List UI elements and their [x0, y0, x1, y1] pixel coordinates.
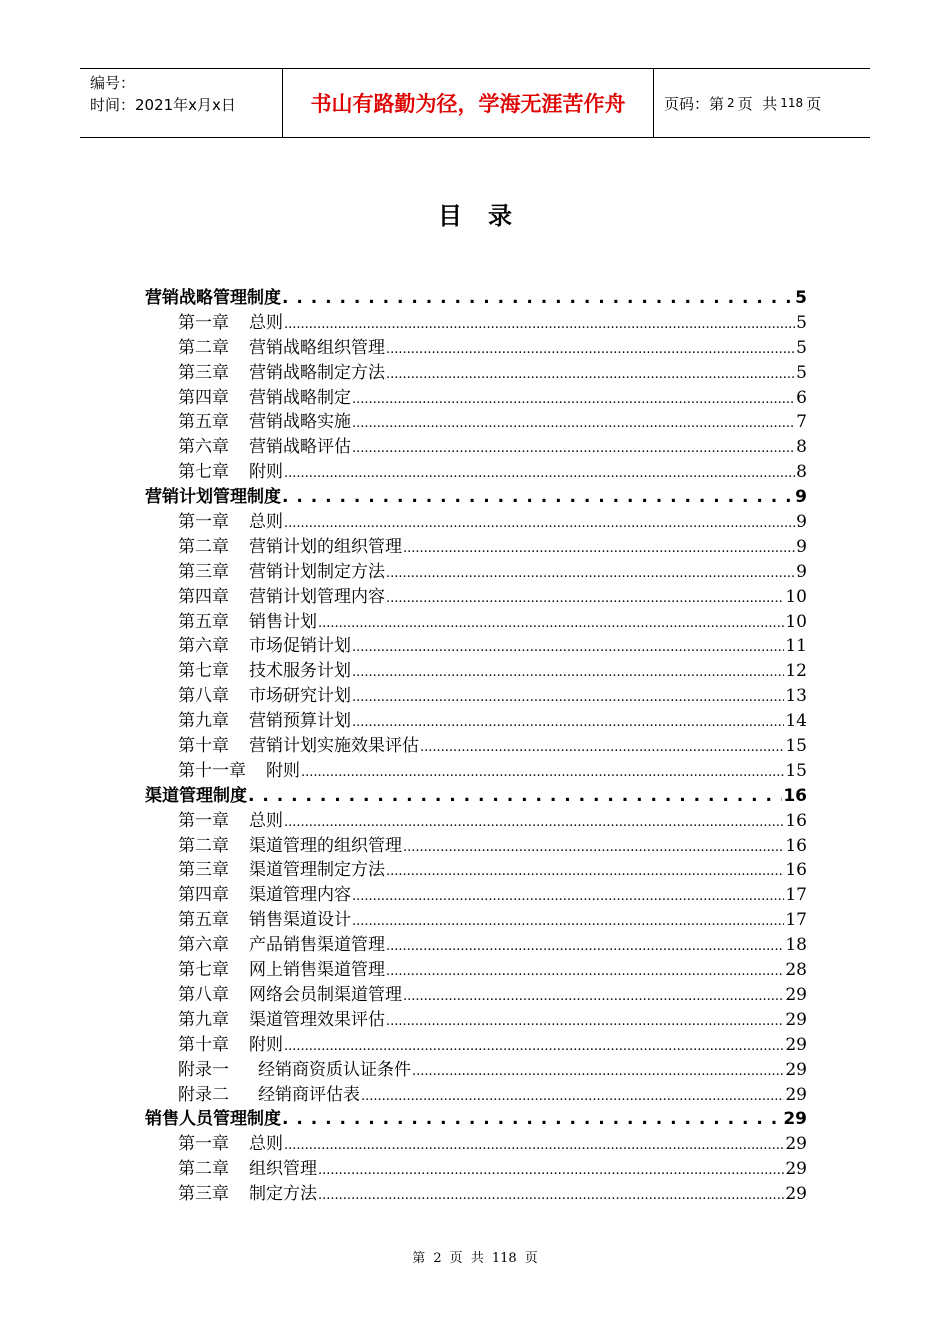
toc-leader-dots: [420, 734, 784, 761]
toc-chapter-number: 第一章: [178, 312, 229, 333]
toc-page-number: 17: [785, 885, 807, 906]
footer-total: 118: [491, 1251, 517, 1266]
toc-section-title: 销售人员管理制度: [145, 1109, 281, 1130]
toc-chapter[interactable]: [145, 809, 807, 834]
toc-chapter[interactable]: [145, 858, 807, 883]
toc-page-number: 5: [795, 288, 807, 308]
toc-entry-label: [178, 510, 283, 535]
toc-leader-dots: [386, 933, 784, 960]
toc-page-number: 10: [785, 586, 807, 607]
toc-chapter[interactable]: [145, 1008, 807, 1033]
page-total: 118: [780, 96, 804, 110]
toc-section-title: 营销计划管理制度: [145, 487, 281, 508]
toc-chapter-number: 第十章: [178, 736, 229, 757]
toc-leader-dots: [301, 759, 784, 786]
toc-page-number: 29: [785, 1134, 807, 1155]
toc-leader-dots: [352, 709, 784, 736]
toc-section[interactable]: [145, 485, 807, 510]
toc-page-number: 9: [796, 536, 807, 557]
toc-page-number: 10: [785, 611, 807, 632]
toc-chapter-number: 第三章: [178, 860, 229, 881]
toc-page-number: 5: [796, 312, 807, 333]
toc-page-number: 13: [785, 686, 807, 707]
toc-chapter[interactable]: [145, 460, 807, 485]
toc-chapter-title: 营销战略组织管理: [249, 337, 385, 358]
toc-entry-label: [178, 386, 351, 411]
toc-chapter-number: 第二章: [178, 536, 229, 557]
toc-leader-dots: [284, 510, 795, 537]
footer-page-number: 2: [433, 1251, 442, 1266]
toc-chapter-title: 营销计划实施效果评估: [249, 736, 419, 757]
toc-chapter[interactable]: [145, 336, 807, 361]
toc-chapter[interactable]: [145, 1058, 807, 1083]
toc-chapter[interactable]: [145, 361, 807, 386]
toc-chapter-title: 营销预算计划: [249, 711, 351, 732]
toc-entry-label: [178, 1182, 317, 1207]
toc-entry-label: [178, 734, 419, 759]
toc-entry-label: [178, 834, 402, 859]
document-header: [80, 68, 870, 138]
toc-leader-dots: [282, 485, 794, 510]
toc-chapter-number: 第九章: [178, 1009, 229, 1030]
toc-entry-label: [178, 659, 351, 684]
toc-leader-dots: [282, 286, 794, 311]
toc-chapter-title: 总则: [249, 810, 283, 831]
toc-entry-label: [178, 435, 351, 460]
toc-chapter-title: 市场促销计划: [249, 636, 351, 657]
toc-chapter[interactable]: [145, 610, 807, 635]
toc-chapter-title: 网络会员制渠道管理: [249, 984, 402, 1005]
toc-chapter-number: 附录二: [178, 1084, 229, 1105]
page-title: 目录: [438, 201, 538, 230]
header-motto: 书山有路勤为径，学海无涯苦作舟: [282, 69, 654, 137]
toc-leader-dots: [386, 336, 795, 363]
toc-page-number: 15: [785, 760, 807, 781]
toc-leader-dots: [386, 585, 784, 612]
toc-leader-dots: [386, 1008, 784, 1035]
toc-chapter-title: 附则: [249, 462, 283, 483]
toc-chapter-title: 制定方法: [249, 1184, 317, 1205]
toc-chapter-title: 经销商资质认证条件: [258, 1059, 411, 1080]
toc-chapter-title: 网上销售渠道管理: [249, 960, 385, 981]
table-of-contents: [145, 286, 807, 1207]
toc-leader-dots: [386, 560, 795, 587]
footer-suffix: 页: [524, 1251, 538, 1266]
toc-chapter-title: 总则: [249, 312, 283, 333]
toc-chapter-title: 经销商评估表: [258, 1084, 360, 1105]
toc-leader-dots: [352, 684, 784, 711]
toc-entry-label: [178, 410, 351, 435]
toc-chapter[interactable]: [145, 311, 807, 336]
page-mid: 页 共: [737, 94, 778, 113]
toc-leader-dots: [386, 858, 784, 885]
toc-entry-label: [178, 634, 351, 659]
toc-entry-label: [178, 585, 385, 610]
toc-entry-label: [178, 361, 385, 386]
toc-leader-dots: [352, 386, 795, 413]
toc-entry-label: [178, 1132, 283, 1157]
toc-entry-label: [178, 610, 317, 635]
toc-leader-dots: [318, 1157, 784, 1184]
toc-leader-dots: [248, 784, 782, 809]
toc-chapter[interactable]: [145, 435, 807, 460]
toc-entry-label: [178, 684, 351, 709]
toc-entry-label: [178, 460, 283, 485]
toc-chapter-number: 第三章: [178, 362, 229, 383]
toc-chapter-title: 营销计划制定方法: [249, 561, 385, 582]
toc-chapter-number: 第二章: [178, 337, 229, 358]
toc-chapter[interactable]: [145, 883, 807, 908]
toc-chapter-number: 第三章: [178, 561, 229, 582]
toc-chapter-number: 第十一章: [178, 760, 246, 781]
toc-chapter-title: 附则: [249, 1034, 283, 1055]
toc-chapter-number: 第七章: [178, 960, 229, 981]
page-number: 2: [727, 96, 735, 110]
toc-chapter[interactable]: [145, 560, 807, 585]
toc-chapter[interactable]: [145, 684, 807, 709]
toc-chapter-title: 总则: [249, 512, 283, 533]
toc-leader-dots: [282, 1107, 782, 1132]
toc-chapter-number: 附录一: [178, 1059, 229, 1080]
toc-page-number: 9: [796, 512, 807, 533]
toc-chapter-number: 第四章: [178, 885, 229, 906]
toc-chapter-title: 产品销售渠道管理: [249, 935, 385, 956]
toc-section[interactable]: [145, 1107, 807, 1132]
toc-chapter-number: 第一章: [178, 512, 229, 533]
toc-chapter-title: 营销战略评估: [249, 437, 351, 458]
toc-page-number: 15: [785, 736, 807, 757]
toc-chapter[interactable]: [145, 759, 807, 784]
toc-chapter-number: 第一章: [178, 810, 229, 831]
toc-page-number: 12: [785, 661, 807, 682]
toc-entry-label: [178, 336, 385, 361]
toc-chapter[interactable]: [145, 1083, 807, 1108]
toc-chapter[interactable]: [145, 908, 807, 933]
toc-chapter-title: 总则: [249, 1134, 283, 1155]
toc-page-number: 9: [795, 487, 807, 508]
toc-entry-label: [145, 1107, 281, 1132]
toc-leader-dots: [284, 809, 784, 836]
toc-leader-dots: [386, 361, 795, 388]
toc-chapter-title: 渠道管理制定方法: [249, 860, 385, 881]
toc-chapter[interactable]: [145, 983, 807, 1008]
toc-chapter-title: 市场研究计划: [249, 686, 351, 707]
toc-entry-label: [145, 286, 281, 311]
toc-leader-dots: [352, 435, 795, 462]
toc-chapter[interactable]: [145, 386, 807, 411]
toc-chapter-number: 第三章: [178, 1184, 229, 1205]
toc-leader-dots: [403, 983, 784, 1010]
toc-entry-label: [145, 784, 247, 809]
toc-page-number: 29: [785, 984, 807, 1005]
toc-chapter-title: 附则: [266, 760, 300, 781]
page-prefix: 页码：第: [664, 94, 725, 113]
toc-chapter-title: 营销战略制定方法: [249, 362, 385, 383]
toc-chapter[interactable]: [145, 1182, 807, 1207]
toc-entry-label: [178, 883, 351, 908]
toc-entry-label: [178, 560, 385, 585]
toc-entry-label: [178, 858, 385, 883]
toc-chapter[interactable]: [145, 709, 807, 734]
toc-chapter-number: 第六章: [178, 437, 229, 458]
toc-page-number: 29: [785, 1159, 807, 1180]
toc-entry-label: [178, 311, 283, 336]
toc-page-number: 6: [796, 387, 807, 408]
toc-chapter[interactable]: [145, 834, 807, 859]
toc-page-number: 29: [785, 1009, 807, 1030]
toc-page-number: 8: [796, 462, 807, 483]
number-label: 编号：: [90, 74, 136, 92]
toc-leader-dots: [284, 1132, 784, 1159]
toc-leader-dots: [352, 634, 784, 661]
toc-entry-label: [178, 983, 402, 1008]
toc-page-number: 29: [785, 1084, 807, 1105]
toc-chapter-number: 第四章: [178, 586, 229, 607]
toc-chapter-title: 技术服务计划: [249, 661, 351, 682]
toc-chapter[interactable]: [145, 659, 807, 684]
toc-page-number: 29: [785, 1059, 807, 1080]
toc-chapter[interactable]: [145, 585, 807, 610]
toc-page-number: 17: [785, 910, 807, 931]
toc-chapter-title: 销售计划: [249, 611, 317, 632]
toc-chapter[interactable]: [145, 1132, 807, 1157]
footer-mid: 页 共: [449, 1251, 484, 1266]
toc-page-number: 16: [783, 785, 807, 806]
toc-chapter-title: 渠道管理的组织管理: [249, 835, 402, 856]
toc-chapter-number: 第五章: [178, 412, 229, 433]
time-label: 时间：2021年x月x日: [90, 96, 236, 114]
toc-leader-dots: [412, 1058, 784, 1085]
toc-leader-dots: [284, 1033, 784, 1060]
toc-chapter[interactable]: [145, 933, 807, 958]
toc-leader-dots: [284, 311, 795, 338]
toc-leader-dots: [284, 460, 795, 487]
toc-chapter-number: 第五章: [178, 910, 229, 931]
toc-entry-label: [178, 908, 351, 933]
toc-chapter-title: 销售渠道设计: [249, 910, 351, 931]
toc-chapter-number: 第二章: [178, 1159, 229, 1180]
toc-page-number: 16: [785, 860, 807, 881]
toc-page-number: 16: [785, 835, 807, 856]
toc-page-number: 29: [785, 1184, 807, 1205]
toc-chapter-number: 第八章: [178, 984, 229, 1005]
toc-entry-label: [178, 1157, 317, 1182]
toc-entry-label: [178, 1058, 411, 1083]
toc-chapter[interactable]: [145, 510, 807, 535]
toc-leader-dots: [352, 410, 795, 437]
toc-chapter-number: 第七章: [178, 462, 229, 483]
toc-page-number: 28: [785, 960, 807, 981]
toc-section-title: 营销战略管理制度: [145, 288, 281, 308]
toc-section[interactable]: [145, 286, 807, 311]
toc-chapter-title: 组织管理: [249, 1159, 317, 1180]
toc-leader-dots: [352, 883, 784, 910]
toc-entry-label: [178, 958, 385, 983]
toc-entry-label: [178, 933, 385, 958]
toc-chapter-number: 第五章: [178, 611, 229, 632]
toc-page-number: 14: [785, 711, 807, 732]
toc-chapter-title: 营销战略实施: [249, 412, 351, 433]
toc-chapter[interactable]: [145, 1157, 807, 1182]
toc-leader-dots: [403, 535, 795, 562]
toc-leader-dots: [352, 908, 784, 935]
toc-leader-dots: [352, 659, 784, 686]
toc-page-number: 8: [796, 437, 807, 458]
toc-page-number: 7: [796, 412, 807, 433]
toc-leader-dots: [318, 1182, 784, 1209]
toc-page-number: 5: [796, 362, 807, 383]
toc-chapter-number: 第八章: [178, 686, 229, 707]
toc-chapter[interactable]: [145, 410, 807, 435]
toc-chapter[interactable]: [145, 1033, 807, 1058]
header-page-info: [654, 69, 870, 137]
toc-page-number: 9: [796, 561, 807, 582]
toc-entry-label: [145, 485, 281, 510]
toc-page-number: 5: [796, 337, 807, 358]
toc-chapter-number: 第一章: [178, 1134, 229, 1155]
page-footer: [0, 1247, 950, 1266]
page-suffix: 页: [806, 94, 822, 113]
toc-section-title: 渠道管理制度: [145, 785, 247, 806]
toc-page-number: 16: [785, 810, 807, 831]
toc-chapter-title: 营销战略制定: [249, 387, 351, 408]
toc-entry-label: [178, 709, 351, 734]
footer-prefix: 第: [412, 1251, 426, 1266]
toc-chapter-number: 第七章: [178, 661, 229, 682]
toc-chapter[interactable]: [145, 535, 807, 560]
toc-chapter-number: 第十章: [178, 1034, 229, 1055]
toc-entry-label: [178, 1008, 385, 1033]
toc-entry-label: [178, 759, 300, 784]
toc-chapter[interactable]: [145, 958, 807, 983]
toc-chapter-title: 营销计划的组织管理: [249, 536, 402, 557]
toc-leader-dots: [318, 610, 784, 637]
toc-chapter-number: 第四章: [178, 387, 229, 408]
toc-chapter-title: 渠道管理效果评估: [249, 1009, 385, 1030]
toc-chapter-number: 第二章: [178, 835, 229, 856]
toc-chapter[interactable]: [145, 734, 807, 759]
toc-page-number: 11: [785, 636, 807, 657]
toc-chapter-title: 渠道管理内容: [249, 885, 351, 906]
toc-chapter[interactable]: [145, 634, 807, 659]
toc-page-number: 29: [785, 1034, 807, 1055]
header-info: [80, 69, 282, 137]
toc-leader-dots: [403, 834, 784, 861]
toc-chapter-title: 营销计划管理内容: [249, 586, 385, 607]
toc-leader-dots: [361, 1083, 784, 1110]
toc-page-number: 18: [785, 935, 807, 956]
toc-entry-label: [178, 535, 402, 560]
toc-entry-label: [178, 1033, 283, 1058]
toc-chapter-number: 第六章: [178, 636, 229, 657]
toc-section[interactable]: [145, 784, 807, 809]
toc-chapter-number: 第九章: [178, 711, 229, 732]
toc-entry-label: [178, 1083, 360, 1108]
toc-leader-dots: [386, 958, 784, 985]
toc-entry-label: [178, 809, 283, 834]
toc-chapter-number: 第六章: [178, 935, 229, 956]
toc-page-number: 29: [783, 1109, 807, 1130]
